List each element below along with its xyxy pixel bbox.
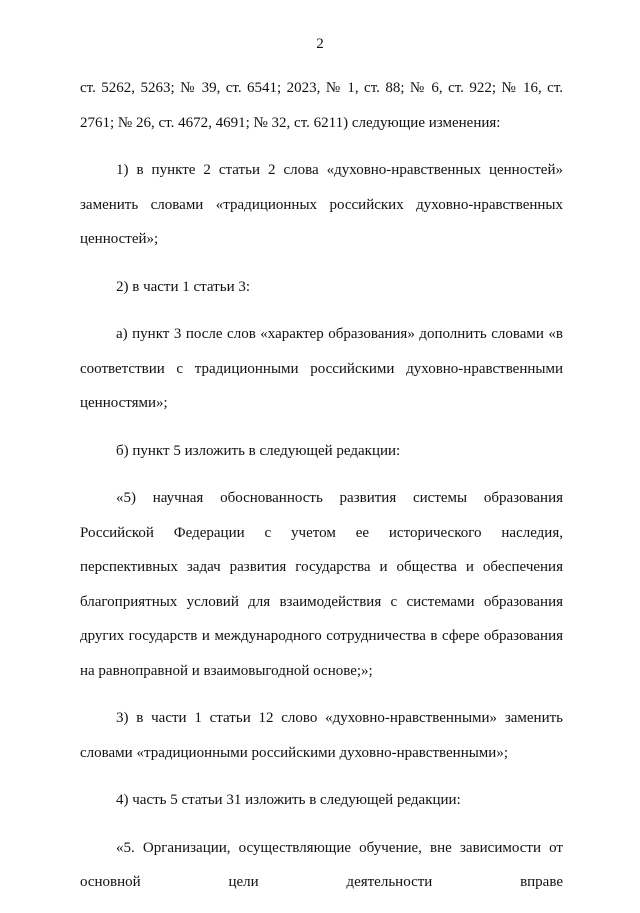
document-body	[80, 71, 563, 913]
paragraph-item-2b: б) пункт 5 изложить в следующей редакции:	[116, 442, 401, 459]
paragraph-continuation: ст. 5262, 5263; № 39, ст. 6541; 2023, № 1, ст. 88; № 6, ст. 922; № 16, ст. 2761; № 26, ст. 4672, 4691; № 32, ст. 6211) следующие изменения:	[80, 80, 563, 131]
paragraph-item-2a: а) пункт 3 после слов «характер образования» дополнить словами «в соответствии с традиционными российскими духовно-нравственными ценностями»;	[80, 326, 563, 411]
paragraph-item-3: 3) в части 1 статьи 12 слово «духовно-нравственными» заменить словами «традиционными российскими духовно-нравственными»;	[80, 710, 563, 761]
paragraph-quoted-item-5: «5) научная обоснованность развития системы образования Российской Федерации с учетом ее исторического наследия, перспективных задач развития государства и общества и обеспечения благоприятных условий для взаимодействия с системами образования других государств и международного сотрудничества в сфере образования на равноправной и взаимовыгодной основе;»;	[80, 490, 563, 679]
page-number: 2	[316, 36, 324, 52]
paragraph-item-4: 4) часть 5 статьи 31 изложить в следующей редакции:	[116, 792, 461, 808]
paragraph-item-1: 1) в пункте 2 статьи 2 слова «духовно-нравственных ценностей» заменить словами «традиционных российских духовно-нравственных ценностей»;	[80, 162, 563, 247]
paragraph-item-2: 2) в части 1 статьи 3:	[116, 278, 251, 295]
paragraph-quoted-part-5: «5. Организации, осуществляющие обучение, вне зависимости от основной цели деятельности вправе	[80, 839, 563, 890]
